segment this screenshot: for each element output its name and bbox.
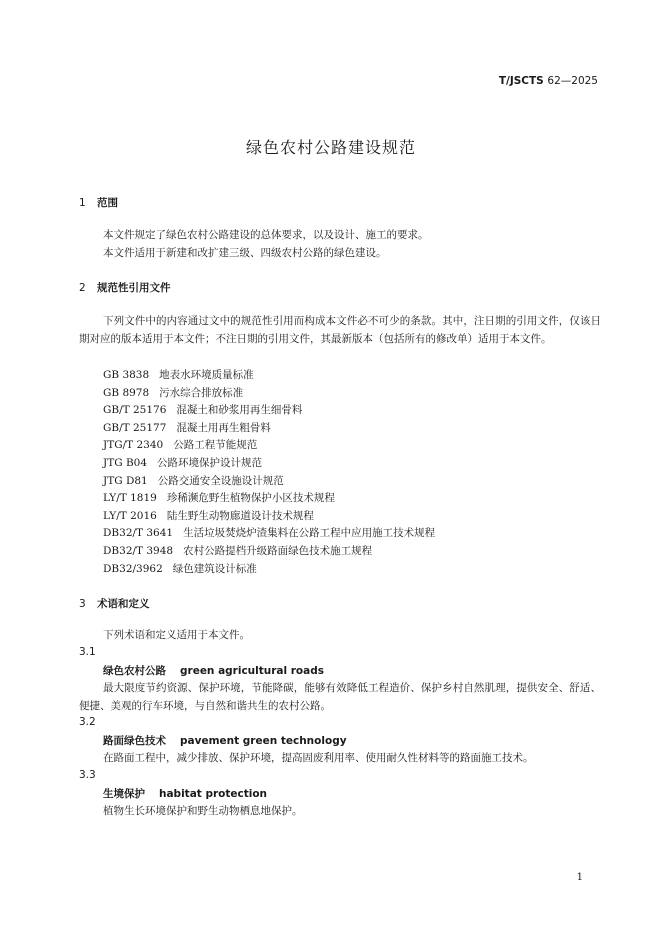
section-2-heading <box>79 280 171 295</box>
section-1-heading <box>79 195 118 210</box>
reference-name: 地表水环境质量标准 <box>159 369 254 381</box>
section-3-intro: 下列术语和定义适用于本文件。 <box>103 629 250 641</box>
reference-name: 混凝土和砂浆用再生细骨料 <box>176 404 303 417</box>
reference-name: 污水综合排放标准 <box>159 386 244 399</box>
term-number: 3.1 <box>79 646 96 658</box>
reference-item <box>103 401 302 419</box>
reference-name: 生活垃圾焚烧炉渣集料在公路工程中应用施工技术规程 <box>183 527 436 540</box>
term-zh: 路面绿色技术 <box>103 735 166 747</box>
term-heading <box>103 663 324 678</box>
term-definition: 植物生长环境保护和野生动物栖息地保护。 <box>103 805 303 817</box>
reference-name: 珍稀濒危野生植物保护小区技术规程 <box>166 492 335 505</box>
reference-name: 公路交通安全设施设计规范 <box>157 474 284 487</box>
term-heading <box>103 786 267 801</box>
reference-code: DB32/T 3641 <box>103 527 174 540</box>
term-number: 3.2 <box>79 716 96 728</box>
standard-code: T/JSCTS <box>498 75 544 87</box>
reference-item <box>103 489 335 507</box>
reference-code: LY/T 1819 <box>103 492 157 505</box>
reference-name: 农村公路提档升级路面绿色技术施工规程 <box>183 545 373 557</box>
reference-code: JTG B04 <box>103 457 148 469</box>
term-en: habitat protection <box>159 788 268 800</box>
term-definition: 在路面工程中，减少排放、保护环境，提高固废利用率、使用耐久性材料等的路面施工技术。 <box>103 752 534 764</box>
section-3-heading <box>79 596 150 611</box>
term-definition: 最大限度节约资源、保护环境，节能降碳，能够有效降低工程造价、保护乡村自然肌理，提供安全、舒适、便捷、美观的行车环境，与自然和谐共生的农村公路。 <box>79 682 601 712</box>
reference-code: GB/T 25176 <box>103 404 167 417</box>
reference-name: 公路工程节能规范 <box>173 439 258 452</box>
term-number: 3.3 <box>79 769 96 781</box>
section-number: 3 <box>79 598 86 610</box>
reference-item <box>103 560 257 578</box>
section-2-intro: 下列文件中的内容通过文中的规范性引用而构成本文件必不可少的条款。其中，注日期的引用文件，仅该日期对应的版本适用于本文件；不注日期的引用文件，其最新版本（包括所有的修改单）适用于本文件。 <box>79 315 601 345</box>
standard-number <box>499 75 598 87</box>
reference-item <box>103 507 314 525</box>
reference-item <box>103 542 372 560</box>
reference-item <box>103 419 271 437</box>
reference-item <box>103 366 254 384</box>
section-number: 2 <box>79 282 86 294</box>
term-heading <box>103 733 347 748</box>
term-en: pavement green technology <box>180 735 347 747</box>
section-1-paragraph-1: 本文件规定了绿色农村公路建设的总体要求，以及设计、施工的要求。 <box>103 229 429 241</box>
section-title: 规范性引用文件 <box>97 282 171 294</box>
term-en: green agricultural roads <box>180 665 325 677</box>
section-title: 术语和定义 <box>97 598 150 610</box>
term-zh: 绿色农村公路 <box>103 665 166 677</box>
reference-name: 绿色建筑设计标准 <box>172 562 257 575</box>
reference-item <box>103 436 257 454</box>
reference-code: LY/T 2016 <box>103 509 157 522</box>
section-1-paragraph-2: 本文件适用于新建和改扩建三级、四级农村公路的绿色建设。 <box>103 247 387 259</box>
term-zh: 生境保护 <box>103 788 145 800</box>
reference-code: JTG/T 2340 <box>103 439 164 452</box>
reference-code: DB32/3962 <box>103 562 163 575</box>
reference-name: 陆生野生动物廊道设计技术规程 <box>166 509 314 522</box>
reference-code: GB/T 25177 <box>103 421 167 434</box>
page-number: 1 <box>576 872 583 883</box>
reference-name: 混凝土用再生粗骨料 <box>176 421 271 434</box>
reference-code: JTG D81 <box>103 474 148 487</box>
reference-code: DB32/T 3948 <box>103 545 174 557</box>
reference-item <box>103 454 262 472</box>
section-number: 1 <box>79 197 86 209</box>
section-title: 范围 <box>97 197 118 209</box>
document-title: 绿色农村公路建设规范 <box>245 138 416 157</box>
standard-year: 62—2025 <box>547 75 598 87</box>
reference-item <box>103 524 435 542</box>
reference-item <box>103 384 243 402</box>
reference-code: GB 3838 <box>103 369 150 381</box>
reference-name: 公路环境保护设计规范 <box>157 457 263 469</box>
reference-item <box>103 472 284 490</box>
reference-code: GB 8978 <box>103 386 150 399</box>
